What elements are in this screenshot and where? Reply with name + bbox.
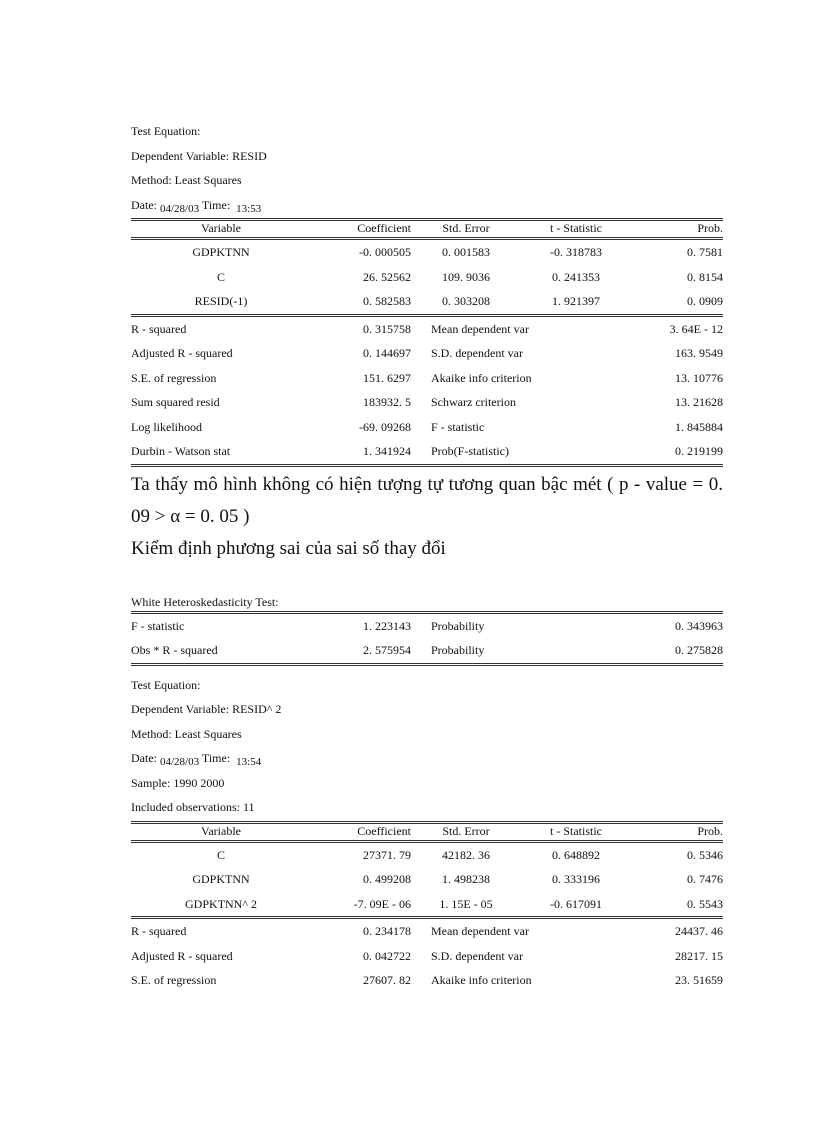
test2-date-line: Date: 04/28/03 Time: 13:54	[131, 751, 262, 768]
test1-dependent-variable: Dependent Variable: RESID	[131, 148, 267, 163]
test1-date: 04/28/03	[160, 202, 200, 215]
section-heading: Kiểm định phương sai của sai số thay đổi	[131, 537, 446, 559]
test1-date-line: Date: 04/28/03 Time: 13:53	[131, 197, 262, 215]
table-row: GDPKTNN -0. 000505 0. 001583 -0. 318783 0. 7581	[192, 245, 723, 260]
table-row: R - squared 0. 234178 Mean dependent var 24437. 46	[131, 918, 723, 944]
test1-coefficients-table	[131, 218, 723, 314]
white-test-table	[131, 611, 723, 666]
table-row: Adjusted R - squared 0. 144697 S.D. dependent var 163. 9549	[131, 346, 723, 361]
test2-observations: Included observations: 11	[131, 800, 255, 814]
table-row: Durbin - Watson stat 1. 341924 Prob(F-statistic) 0. 219199	[131, 439, 723, 465]
table-row: F - statistic 1. 223143 Probability 0. 343963	[131, 612, 723, 638]
table-row: GDPKTNN^ 2 -7. 09E - 06 1. 15E - 05 -0. 617091 0. 5543	[185, 896, 723, 911]
table-header-row: Variable Coefficient Std. Error t - Statistic Prob.	[131, 220, 723, 239]
test2-dependent-variable: Dependent Variable: RESID^ 2	[131, 702, 282, 716]
test2-coefficients-table	[131, 821, 723, 917]
conclusion-paragraph: Ta thấy mô hình không có hiện tượng tự tương quan bậc mét ( p - value = 0. 09 > α = 0. 05 )	[131, 473, 723, 527]
test2-stats-table	[131, 916, 723, 993]
test2-sample: Sample: 1990 2000	[131, 775, 225, 790]
table-row: Sum squared resid 183932. 5 Schwarz criterion 13. 21628	[131, 395, 723, 410]
table-row: Log likelihood -69. 09268 F - statistic 1. 845884	[131, 419, 723, 434]
table-row: Obs * R - squared 2. 575954 Probability 0. 275828	[131, 638, 723, 664]
test1-stats-table	[131, 314, 723, 467]
test2-time: 13:54	[236, 756, 262, 768]
table-row: R - squared 0. 315758 Mean dependent var 3. 64E - 12	[131, 315, 723, 341]
document-page	[131, 120, 723, 993]
table-header-row: Variable Coefficient Std. Error t - Statistic Prob.	[131, 822, 723, 841]
white-test-title: White Heteroskedasticity Test:	[131, 594, 279, 609]
table-row: GDPKTNN 0. 499208 1. 498238 0. 333196 0. 7476	[192, 872, 723, 887]
table-row: C 26. 52562 109. 9036 0. 241353 0. 8154	[216, 269, 723, 284]
test1-label: Test Equation:	[131, 124, 201, 138]
test2-method: Method: Least Squares	[131, 726, 242, 741]
table-row: C 27371. 79 42182. 36 0. 648892 0. 5346	[216, 847, 723, 862]
table-row: S.E. of regression 27607. 82 Akaike info criterion 23. 51659	[131, 973, 723, 988]
test1-method: Method: Least Squares	[131, 173, 242, 187]
test2-label: Test Equation:	[131, 677, 201, 692]
table-row: Adjusted R - squared 0. 042722 S.D. dependent var 28217. 15	[131, 948, 723, 963]
table-row: RESID(-1) 0. 582583 0. 303208 1. 921397 0. 0909	[194, 294, 723, 309]
test2-date: 04/28/03	[160, 756, 200, 768]
test1-time: 13:53	[236, 202, 262, 215]
table-row: S.E. of regression 151. 6297 Akaike info criterion 13. 10776	[131, 370, 723, 385]
